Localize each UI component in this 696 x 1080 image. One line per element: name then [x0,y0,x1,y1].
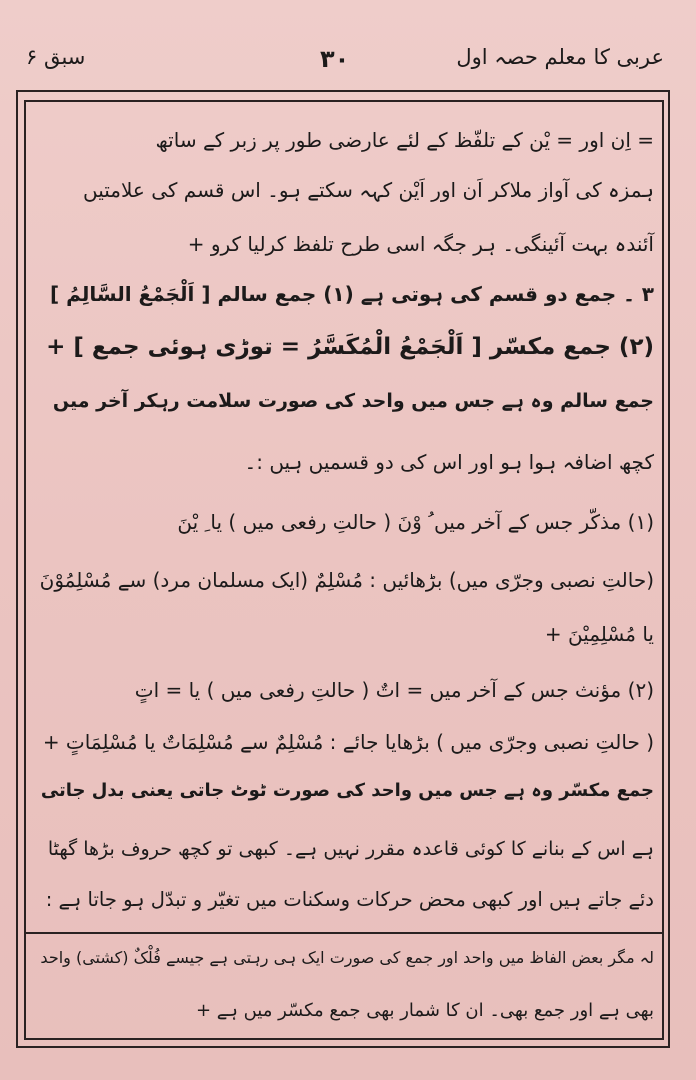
footnote-line: بھی ہے اور جمع بھی۔ ان کا شمار بھی جمع مکسّر میں ہے + [195,1000,654,1021]
body-line: ہے اس کے بنانے کا کوئی قاعدہ مقرر نہیں ہے۔ کبھی تو کچھ حروف بڑھا گھٹا [47,838,654,860]
body-line: (۲) مؤنث جس کے آخر میں = اتٌ ( حالتِ رفعی میں ) یا = اتٍ [134,678,654,702]
footnote-divider [26,932,662,934]
book-title: عربی کا معلم حصہ اول [456,45,664,69]
body-line: یا مُسْلِمِیْنَ + [544,622,654,646]
footnote-line: لہ مگر بعض الفاظ میں واحد اور جمع کی صورت ایک ہی رہتی ہے جیسے فُلْکٌ (کشتی) واحد [40,948,654,967]
body-line: جمع سالم وہ ہے جس میں واحد کی صورت سلامت رہکر آخر میں [52,390,654,412]
body-line: = اِن اور = یْن کے تلفّظ کے لئے عارضی طور پر زبر کے ساتھ [155,128,654,152]
section-heading: ۳ ۔ جمع دو قسم کی ہوتی ہے (۱) جمع سالم [ اَلْجَمْعُ السَّالِمُ ] [50,282,654,306]
lesson-label: سبق ۶ [26,45,86,69]
body-line: (۲) جمع مکسّر [ اَلْجَمْعُ الْمُکَسَّرُ = توڑی ہوئی جمع ] + [46,334,654,360]
body-line: کچھ اضافہ ہوا ہو اور اس کی دو قسمیں ہیں :۔ [244,450,654,474]
body-line: آئندہ بہت آئینگی۔ ہر جگہ اسی طرح تلفظ کرلیا کرو + [187,232,654,256]
body-line: دئے جاتے ہیں اور کبھی محض حرکات وسکنات میں تغیّر و تبدّل ہو جاتا ہے : [45,888,654,911]
body-line: ( حالتِ نصبی وجرّی میں ) بڑھایا جائے : مُسْلِمٌ سے مُسْلِمَاتٌ یا مُسْلِمَاتٍ + [42,730,654,754]
body-line: (حالتِ نصبی وجرّی میں) بڑھائیں : مُسْلِمٌ (ایک مسلمان مرد) سے مُسْلِمُوْنَ [39,568,654,592]
page-number: ۳۰ [320,45,350,73]
body-line: (۱) مذکّر جس کے آخر میں ُ وْنَ ( حالتِ رفعی میں ) یا ِ یْنَ [177,510,654,534]
body-line: ہمزہ کی آواز ملاکر اَن اور اَیْن کہہ سکتے ہو۔ اس قسم کی علامتیں [82,178,654,202]
body-line: جمع مکسّر وہ ہے جس میں واحد کی صورت ٹوٹ جاتی یعنی بدل جاتی [40,780,654,801]
